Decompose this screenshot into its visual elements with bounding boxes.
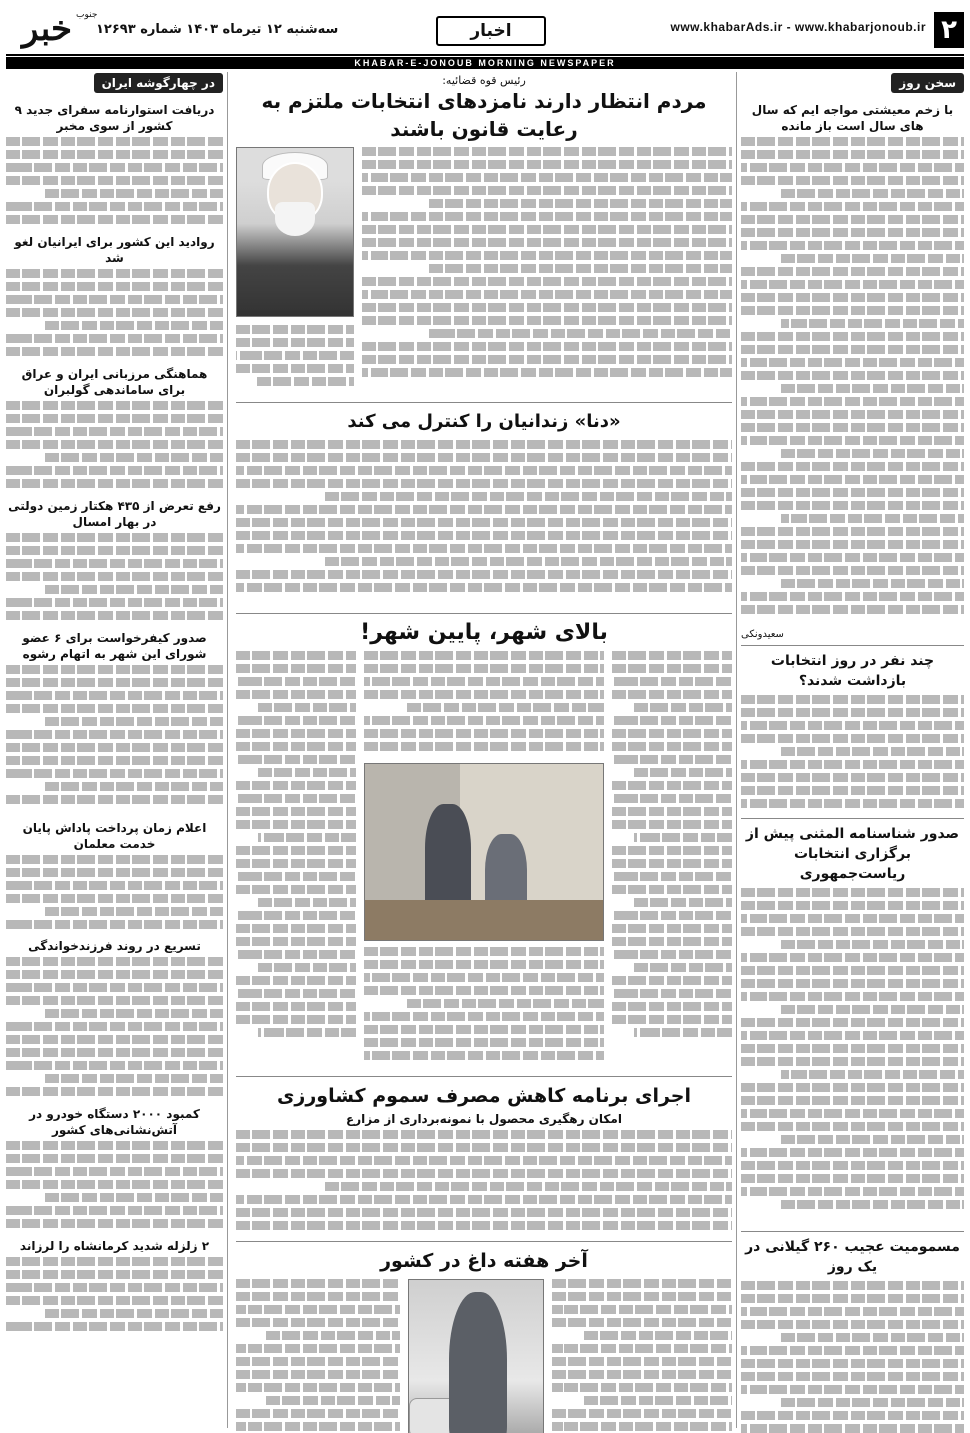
pesticide-body	[236, 1130, 732, 1236]
regional-headline-7: تسریع در روند فرزندخواندگی	[28, 939, 201, 953]
arrests-body	[741, 695, 964, 813]
regional-body-9	[6, 1257, 223, 1335]
english-banner: KHABAR-E-JONOUB MORNING NEWSPAPER	[6, 57, 964, 69]
heatwave-headline: آخر هفته داغ در کشور	[380, 1250, 588, 1272]
right-column	[736, 72, 964, 1428]
uptown-body-left	[236, 651, 356, 1067]
regional-headline-1: دریافت استوارنامه سفرای جدید ۹ کشور از سوی مخبر	[14, 103, 215, 133]
divider	[236, 1241, 732, 1242]
regional-headline-3: هماهنگی مرزبانی ایران و عراق برای ساماندهی گولبران	[21, 367, 208, 397]
editorial-title: با زخم معیشتی مواجه ایم که سال های سال است باز مانده	[751, 103, 954, 133]
regional-body-1	[6, 137, 223, 229]
regional-body-7	[6, 957, 223, 1101]
uptown-body-top	[364, 651, 604, 759]
newspaper-logo-sub: جنوب	[76, 10, 98, 20]
regional-headline-4: رفع تعرض از ۴۳۵ هکتار زمین دولتی در بهار امسال	[8, 499, 221, 529]
regional-body-6	[6, 855, 223, 933]
editorial-box-label: سخن روز	[891, 73, 964, 93]
id-card-body	[741, 888, 964, 1226]
lead-body-continued	[236, 325, 354, 393]
poisoning-headline: مسمومیت عجیب ۲۶۰ گیلانی در یک روز	[745, 1239, 960, 1275]
regional-body-4	[6, 533, 223, 625]
regional-headline-8: کمبود ۲۰۰۰ دستگاه خودرو در آتش‌نشانی‌های کشور	[29, 1107, 200, 1137]
id-card-headline: صدور شناسنامه المثنی پیش از برگزاری انتخابات ریاست‌جمهوری	[745, 826, 960, 882]
regional-body-3	[6, 401, 223, 493]
pesticide-headline: اجرای برنامه کاهش مصرف سموم کشاورزی	[276, 1085, 691, 1107]
regional-body-5	[6, 665, 223, 815]
divider	[236, 613, 732, 614]
regional-body-8	[6, 1141, 223, 1233]
uptown-downtown-headline: بالای شهر، پایین شهر!	[360, 620, 608, 645]
heatwave-body-left	[236, 1279, 400, 1433]
masthead	[6, 6, 964, 56]
heatwave-body-right	[552, 1279, 732, 1433]
regional-headline-2: روادید این کشور برای ایرانیان لغو شد	[14, 235, 215, 265]
regional-body-2	[6, 269, 223, 361]
regional-headline-9: ۲ زلزله شدید کرمانشاه را لرزاند	[19, 1239, 210, 1253]
editorial-author: سعیدونکی	[741, 629, 784, 640]
page-number: ۲	[934, 12, 964, 48]
newspaper-logo: خبر	[21, 9, 73, 49]
divider	[741, 818, 964, 819]
judiciary-chief-photo	[236, 147, 354, 317]
uptown-body-right	[612, 651, 732, 1067]
left-column	[6, 72, 228, 1428]
section-title: اخبار	[436, 16, 546, 46]
main-content	[236, 72, 732, 1428]
regional-box-label: در چهارگوشه ایران	[94, 73, 223, 93]
uptown-body-bottom	[364, 947, 604, 1067]
regional-headline-6: اعلام زمان پرداخت پاداش پایان خدمت معلمان	[22, 821, 207, 851]
classroom-photo	[364, 763, 604, 941]
arrests-headline: چند نفر در روز انتخابات بازداشت شدند؟	[770, 653, 935, 689]
divider	[236, 402, 732, 403]
regional-headline-5: صدور کیفرخواست برای ۶ عضو شورای این شهر به اتهام رشوه	[22, 631, 207, 661]
lead-body	[362, 147, 732, 393]
dena-headline: «دنا» زندانیان را کنترل می کند	[347, 411, 621, 432]
editorial-body	[741, 137, 964, 627]
website-urls[interactable]: www.khabarAds.ir - www.khabarjonoub.ir	[670, 20, 926, 34]
heatwave-photo	[408, 1279, 544, 1433]
poisoning-body	[741, 1281, 964, 1433]
pesticide-subheadline: امکان رهگیری محصول با نمونه‌برداری از مزارع	[346, 1112, 622, 1126]
lead-kicker: رئیس قوه قضائیه:	[442, 74, 526, 87]
dena-body	[236, 440, 732, 608]
issue-dateline: سه‌شنبه ۱۲ تیرماه ۱۴۰۳ شماره ۱۲۶۹۳	[96, 22, 339, 37]
lead-headline: مردم انتظار دارند نامزدهای انتخابات ملتزم به رعایت قانون باشند	[261, 89, 707, 141]
divider	[741, 1231, 964, 1232]
divider	[236, 1076, 732, 1077]
divider	[741, 645, 964, 646]
